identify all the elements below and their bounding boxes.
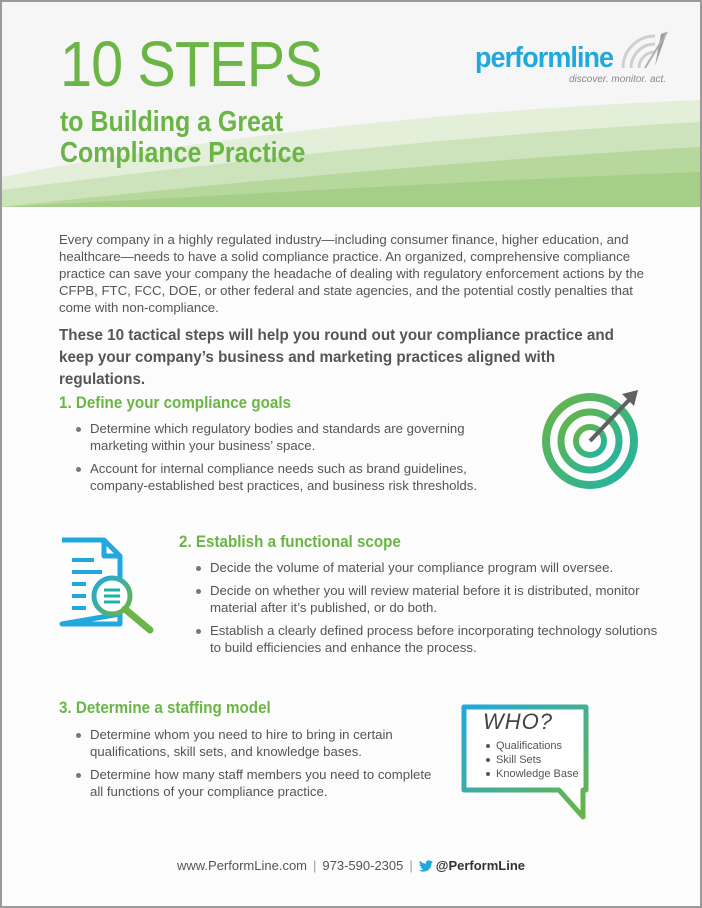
who-list bbox=[485, 739, 579, 781]
intro-paragraph: Every company in a highly regulated industry—including consumer finance, higher education, and healthcare—needs to have a solid compliance practice. An organized, comprehensive compliance practice can save your company the headache of dealing with regulatory enforcement actions by the CFPB, FTC, FCC, DOE, or other federal and state agencies, and the potential costly penalties that come with non-compliance. bbox=[59, 232, 644, 315]
header-banner bbox=[2, 2, 700, 207]
logo-wordmark bbox=[475, 42, 613, 75]
step-3-title: 3. Determine a staffing model bbox=[59, 699, 271, 717]
footer-divider: | bbox=[313, 858, 317, 873]
subtitle-line-1: to Building a Great bbox=[60, 106, 284, 138]
who-title: WHO? bbox=[483, 709, 553, 734]
step-3-bullets bbox=[74, 726, 434, 806]
subtitle-line-2: Compliance Practice bbox=[60, 137, 306, 169]
list-item: Knowledge Base bbox=[485, 767, 579, 781]
list-item: Decide the volume of material your compliance program will oversee. bbox=[194, 559, 659, 576]
phone-number: 973-590-2305 bbox=[322, 858, 404, 873]
document-search-icon bbox=[58, 536, 158, 636]
footer-divider: | bbox=[409, 858, 413, 873]
logo-brand-text: performline bbox=[475, 42, 614, 74]
list-item: Determine how many staff members you need to complete all functions of your compliance practice. bbox=[74, 766, 434, 800]
website-link[interactable]: www.PerformLine.com bbox=[176, 858, 308, 873]
list-item: Decide on whether you will review material before it is distributed, monitor material after it’s published, or do both. bbox=[194, 582, 659, 616]
list-item: Qualifications bbox=[485, 739, 579, 753]
performline-logo bbox=[475, 28, 675, 88]
twitter-icon bbox=[419, 860, 433, 872]
step-2-bullets bbox=[194, 559, 659, 662]
lead-paragraph: These 10 tactical steps will help you round out your compliance practice and keep your company’s business and marketing practices aligned with regulations. bbox=[59, 327, 614, 388]
list-item: Skill Sets bbox=[485, 753, 579, 767]
target-icon bbox=[540, 386, 644, 490]
list-item: Determine whom you need to hire to bring in certain qualifications, skill sets, and knowledge bases. bbox=[74, 726, 434, 760]
twitter-handle[interactable]: @PerformLine bbox=[435, 858, 526, 873]
who-speech-bubble bbox=[461, 704, 589, 824]
subtitle bbox=[60, 107, 305, 169]
step-1-title: 1. Define your compliance goals bbox=[59, 394, 291, 412]
step-1-bullets bbox=[74, 420, 514, 500]
list-item: Determine which regulatory bodies and standards are governing marketing within your business’ space. bbox=[74, 420, 514, 454]
logo-signal-icon bbox=[615, 28, 671, 74]
list-item: Establish a clearly defined process before incorporating technology solutions to build efficiencies and enhance the process. bbox=[194, 622, 659, 656]
list-item: Account for internal compliance needs such as brand guidelines, company-established best practices, and business risk thresholds. bbox=[74, 460, 514, 494]
footer bbox=[2, 858, 700, 873]
logo-tagline: discover. monitor. act. bbox=[569, 74, 667, 85]
step-2-title: 2. Establish a functional scope bbox=[179, 533, 401, 551]
main-title: 10 STEPS bbox=[60, 28, 322, 100]
